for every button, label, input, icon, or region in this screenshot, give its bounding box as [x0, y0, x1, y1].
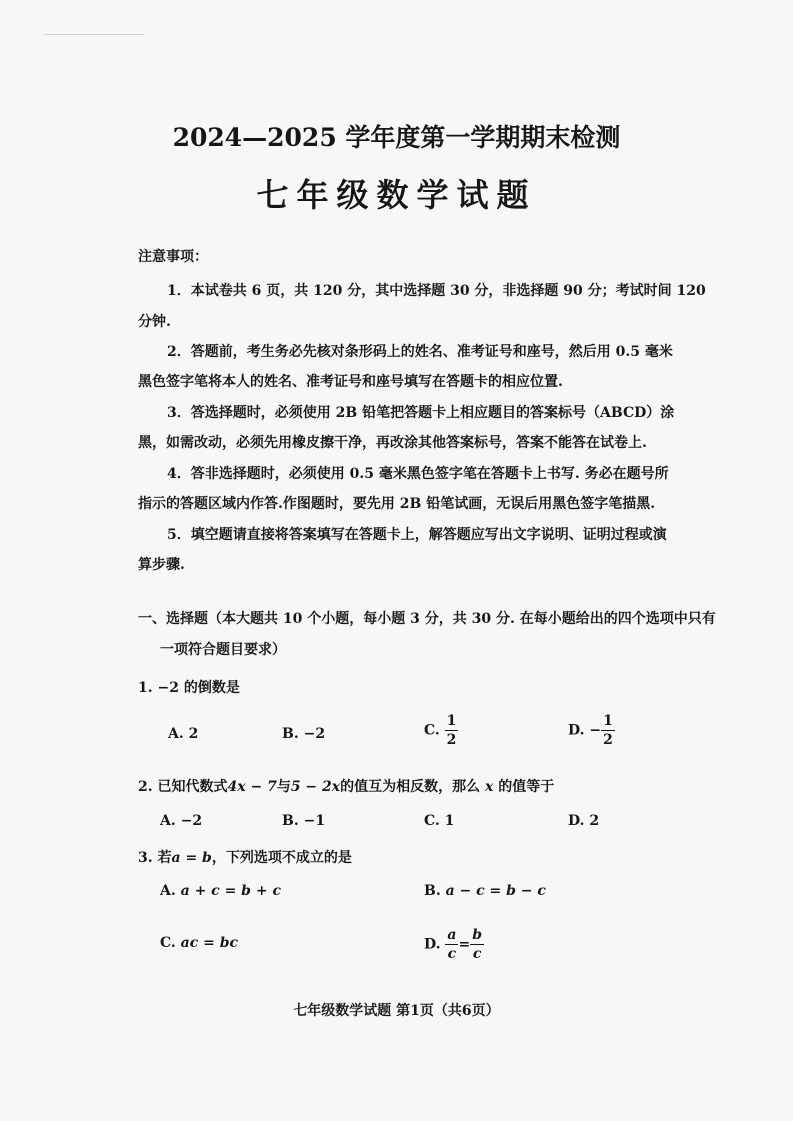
notice-item-4-line1: 4．答非选择题时，必须使用 0.5 毫米黑色签字笔在答题卡上书写. 务必在题号所 — [167, 466, 669, 482]
notice-item-3-line1: 3．答选择题时，必须使用 2B 铅笔把答题卡上相应题目的答案标号（ABCD）涂 — [167, 405, 675, 421]
exam-title-line2: 七年级数学试题 — [256, 176, 537, 214]
notice-item-3-line2: 黑，如需改动，必须先用橡皮擦干净，再改涂其他答案标号，答案不能答在试卷上. — [138, 435, 647, 451]
fraction-numerator: 1 — [446, 713, 457, 729]
page-footer: 七年级数学试题 第1页（共6页） — [293, 1003, 500, 1019]
question-3-stem — [138, 847, 352, 867]
fraction — [470, 928, 484, 961]
notice-item-4-line2: 指示的答题区域内作答.作图题时，要先用 2B 铅笔试画，无误后用黑色签字笔描黑. — [138, 496, 656, 512]
fraction-denominator: c — [447, 946, 457, 962]
fraction-denominator: 2 — [446, 732, 457, 748]
option-value: a − c = b − c — [445, 883, 546, 899]
question-2-option-d — [568, 813, 599, 829]
question-3-option-d — [424, 928, 484, 961]
option-label: A. — [160, 813, 176, 829]
fraction-denominator: c — [472, 946, 482, 962]
option-label: A. — [160, 883, 176, 899]
question-3-option-a — [160, 883, 281, 899]
section-heading-line1: 一、选择题（本大题共 10 个小题，每小题 3 分，共 30 分. 在每小题给出的四个选项中只有 — [138, 611, 716, 627]
option-label: A. — [168, 726, 184, 742]
question-text-b: ，下列选项不成立的是 — [211, 850, 352, 866]
option-label: B. — [282, 813, 299, 829]
fraction-numerator: a — [447, 927, 457, 943]
option-value: a + c = b + c — [180, 883, 281, 899]
question-number: 3. — [138, 850, 153, 866]
option-label: D. — [424, 936, 441, 953]
notice-heading: 注意事项： — [138, 249, 208, 265]
notice-item-2-line1: 2．答题前，考生务必先核对条形码上的姓名、准考证号和座号，然后用 0.5 毫米 — [167, 344, 673, 360]
question-2-option-b — [282, 813, 325, 829]
top-rule — [44, 34, 144, 35]
notice-item-1-line2: 分钟. — [138, 314, 171, 330]
exam-title-line1: 2024—2025 学年度第一学期期末检测 — [172, 123, 621, 152]
question-text: −2 的倒数是 — [157, 680, 240, 696]
question-text-a: 已知代数式 — [157, 779, 228, 795]
question-2-option-c — [424, 813, 454, 829]
option-label: C. — [424, 813, 440, 829]
notice-item-5-line2: 算步骤. — [138, 557, 185, 573]
question-2-stem — [138, 776, 554, 796]
option-label: B. — [424, 883, 441, 899]
option-label: D. — [568, 722, 585, 739]
question-text-d: 的值等于 — [498, 779, 555, 795]
fraction-numerator: 1 — [603, 713, 613, 729]
question-3-option-c — [160, 935, 238, 951]
fraction-denominator: 2 — [603, 732, 613, 748]
fraction — [445, 714, 459, 747]
section-heading-line2: 一项符合题目要求） — [160, 642, 286, 658]
question-3-option-b — [424, 883, 546, 899]
question-1-stem — [138, 677, 240, 697]
equals-sign: = — [458, 936, 471, 953]
notice-item-1-line1: 1．本试卷共 6 页，共 120 分，其中选择题 30 分，非选择题 90 分；考试时间 120 — [167, 283, 706, 299]
expression-2: 5 − 2x — [290, 779, 341, 795]
option-label: C. — [160, 935, 176, 951]
option-value: 2 — [188, 726, 199, 742]
question-1-option-b — [282, 726, 325, 742]
option-value: ac = bc — [180, 935, 239, 951]
question-number: 2. — [138, 779, 153, 795]
option-value: −2 — [303, 726, 326, 742]
question-1-option-a — [168, 726, 198, 742]
fraction — [445, 928, 458, 961]
option-sign: − — [589, 722, 602, 739]
option-label: C. — [424, 722, 440, 739]
question-1-option-c — [424, 714, 458, 747]
option-value: 2 — [589, 813, 600, 829]
option-label: B. — [282, 726, 299, 742]
fraction — [601, 714, 615, 747]
question-text-c: 的值互为相反数，那么 — [340, 779, 481, 795]
option-value: −2 — [180, 813, 203, 829]
variable: x — [485, 779, 494, 795]
option-label: D. — [568, 813, 585, 829]
question-2-option-a — [160, 813, 202, 829]
notice-item-5-line1: 5．填空题请直接将答案填写在答题卡上，解答题应写出文字说明、证明过程或演 — [167, 527, 667, 543]
question-1-option-d — [568, 714, 615, 747]
expression-1: 4x − 7 — [227, 779, 277, 795]
question-text-b: 与 — [276, 779, 291, 795]
question-text-a: 若 — [157, 850, 172, 866]
fraction-numerator: b — [472, 927, 482, 943]
option-value: −1 — [303, 813, 326, 829]
option-value: 1 — [444, 813, 455, 829]
question-number: 1. — [138, 680, 153, 696]
notice-item-2-line2: 黑色签字笔将本人的姓名、准考证号和座号填写在答题卡的相应位置. — [138, 374, 563, 390]
condition: a = b — [171, 850, 212, 866]
